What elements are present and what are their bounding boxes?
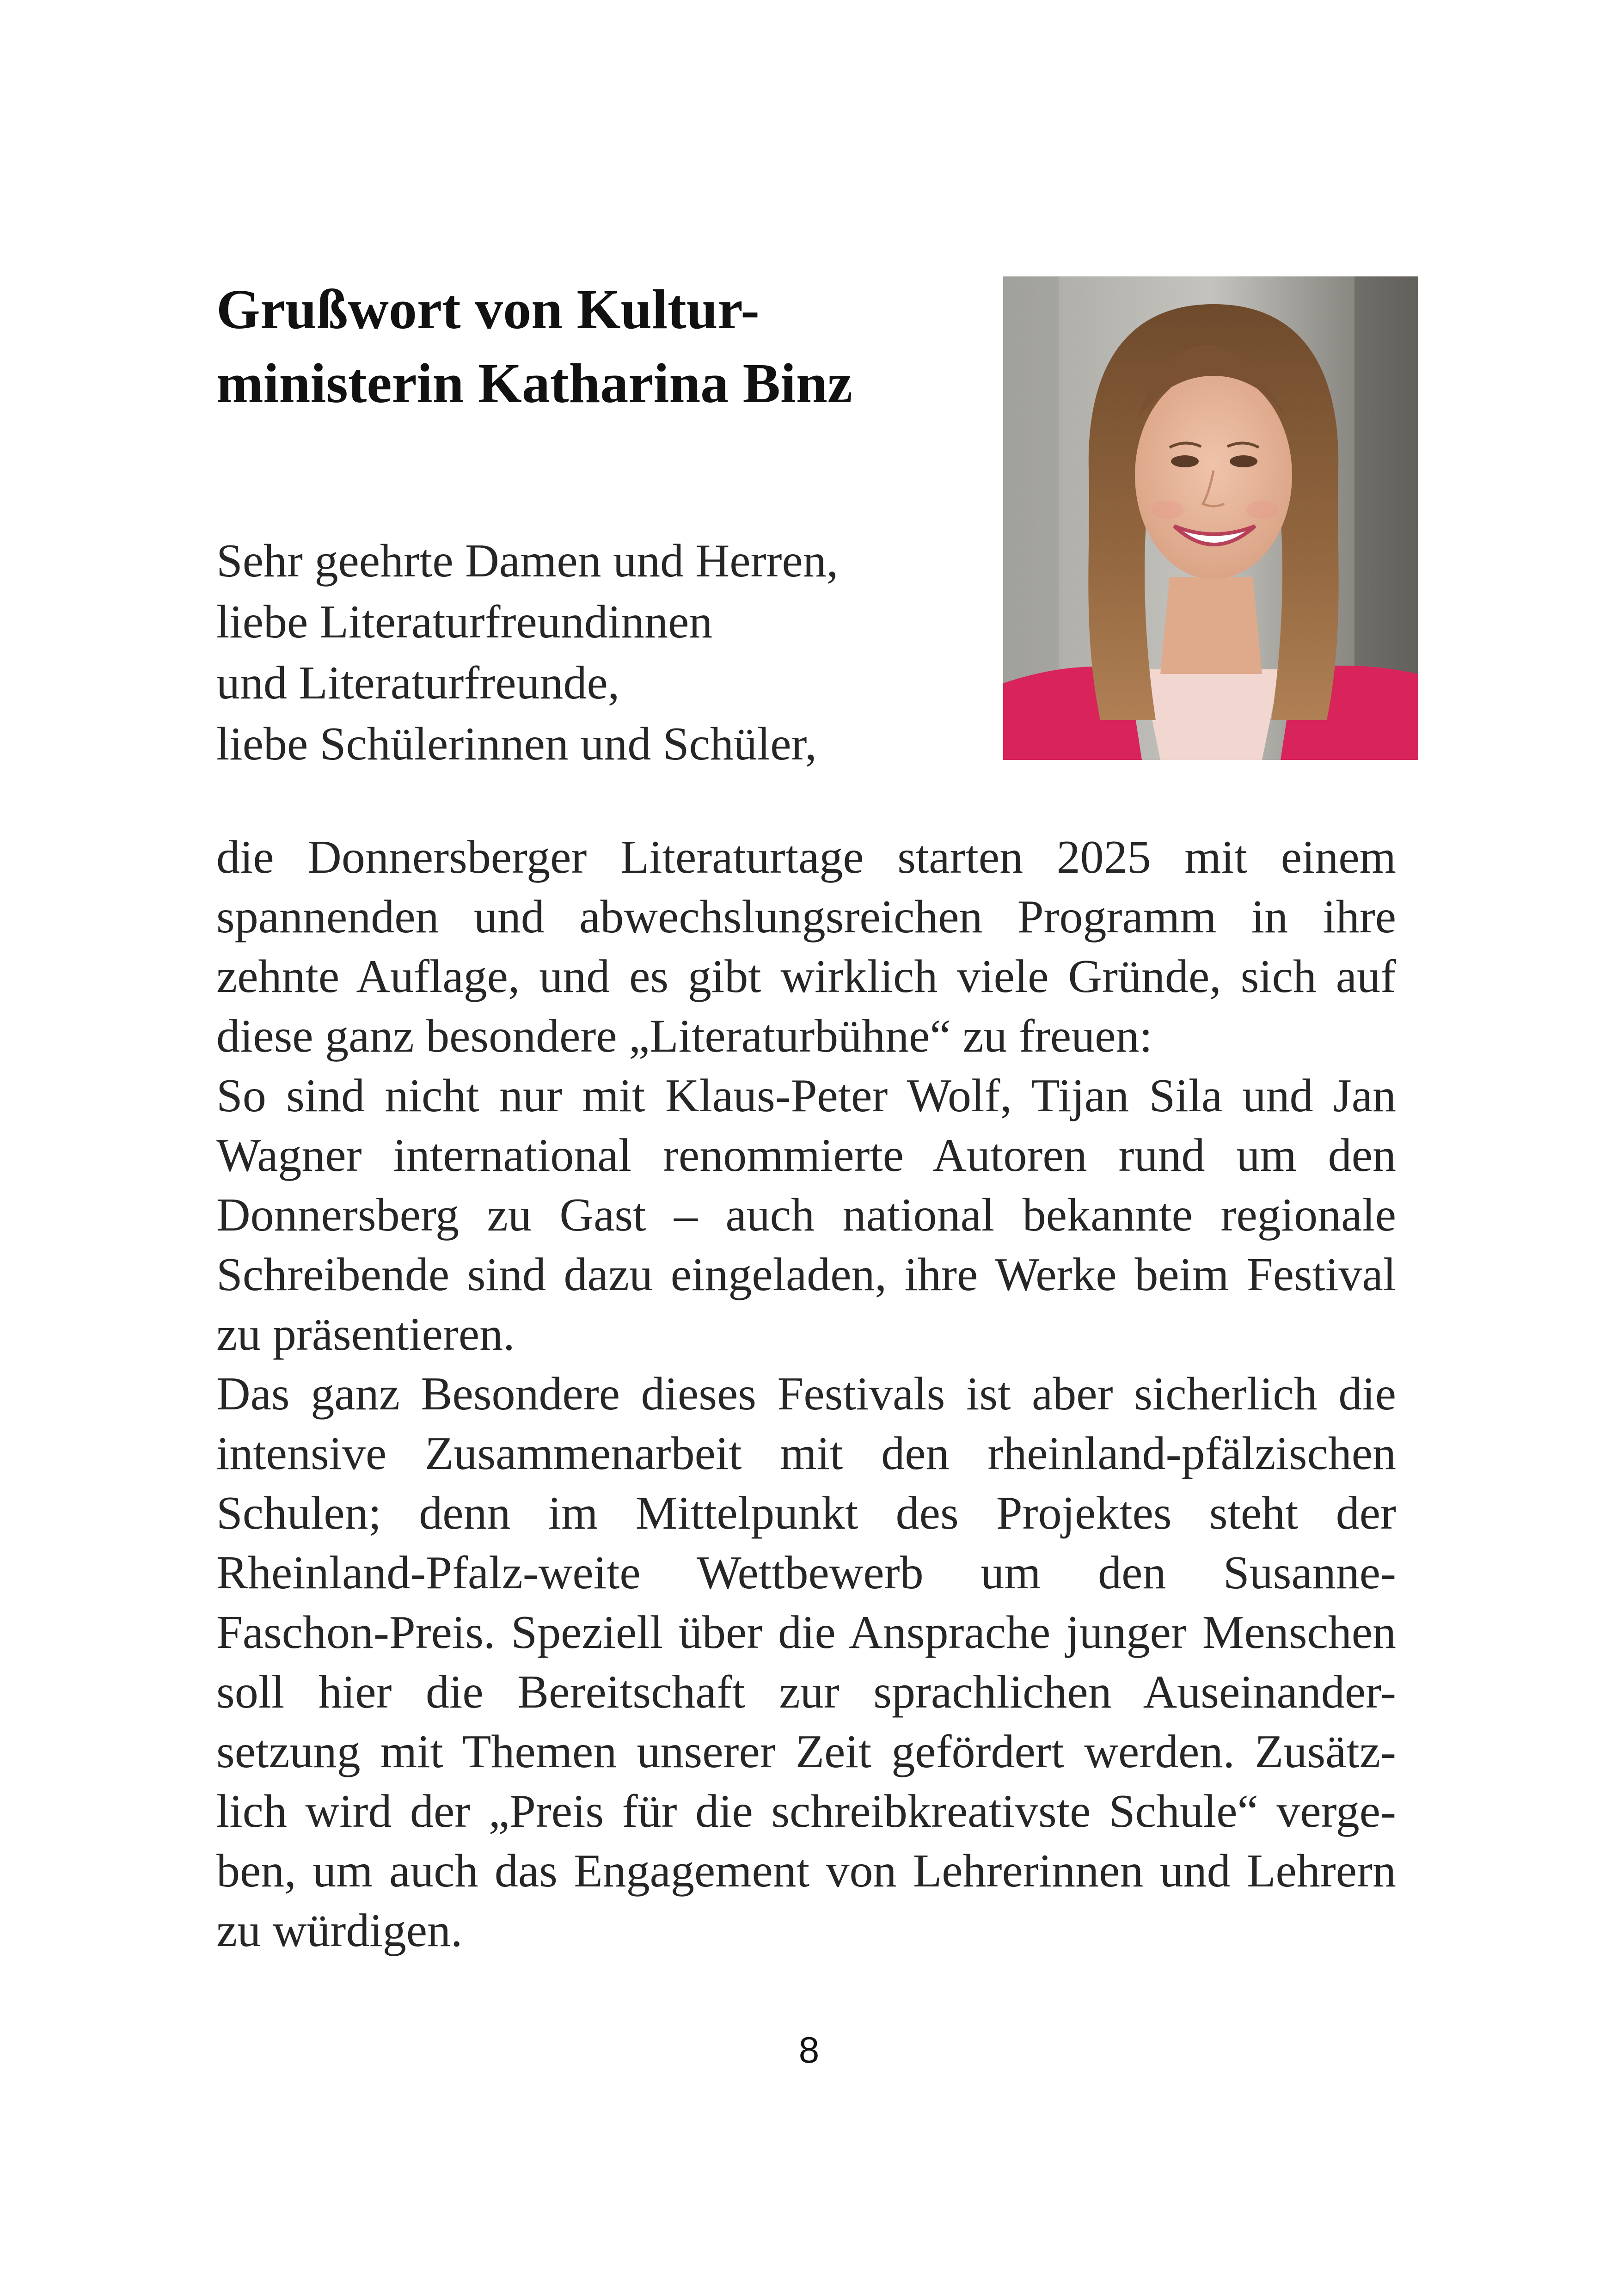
body-text-line: So sind nicht nur mit Klaus-Peter Wolf, Tijan Sila und Jan — [216, 1070, 1396, 1122]
salutation-line-4: liebe Schülerinnen und Schüler, — [216, 718, 817, 770]
right-eye — [1230, 455, 1257, 467]
body-text-line: intensive Zusammenarbeit mit den rheinland-pfälzischen — [216, 1427, 1396, 1480]
body-text-line: zu würdigen. — [216, 1904, 463, 1957]
salutation-line-1: Sehr geehrte Damen und Herren, — [216, 535, 839, 587]
body-text-line: Das ganz Besondere dieses Festivals ist aber sicherlich die — [216, 1368, 1396, 1420]
body-text-line: soll hier die Bereitschaft zur sprachlichen Auseinander- — [216, 1666, 1396, 1718]
salutation — [216, 531, 838, 775]
body-text-line: die Donnersberger Literaturtage starten 2025 mit einem — [216, 831, 1396, 883]
body-text-line: Schulen; denn im Mittelpunkt des Projektes steht der — [216, 1487, 1396, 1539]
page-number: 8 — [798, 2029, 820, 2070]
body-text-line: Rheinland-Pfalz-weite Wettbewerb um den Susanne- — [216, 1547, 1396, 1599]
body-text-line: spannenden und abwechslungsreichen Programm in ihre — [216, 891, 1396, 943]
body-text-line: Wagner international renommierte Autoren rund um den — [216, 1129, 1396, 1182]
body-text-line: ben, um auch das Engagement von Lehrerinnen und Lehrern — [216, 1845, 1396, 1897]
body-text-line: Faschon-Preis. Speziell über die Ansprache junger Menschen — [216, 1606, 1396, 1659]
body-text-line: Donnersberg zu Gast – auch national bekannte regionale — [216, 1189, 1396, 1241]
body-text — [216, 827, 1396, 1960]
left-cheek — [1151, 501, 1183, 519]
right-cheek — [1246, 501, 1278, 519]
body-text-line: setzung mit Themen unserer Zeit gefördert werden. Zusätz- — [216, 1726, 1396, 1778]
page-title-line-2: ministerin Katharina Binz — [216, 352, 852, 415]
body-text-line: zu präsentieren. — [216, 1308, 515, 1360]
body-text-line: lich wird der „Preis für die schreibkreativste Schule“ verge- — [216, 1785, 1396, 1837]
portrait-photo — [1003, 276, 1418, 760]
top-under-blazer — [1142, 669, 1281, 760]
body-text-line: Schreibende sind dazu eingeladen, ihre Werke beim Festival — [216, 1249, 1396, 1301]
page-title — [216, 273, 852, 421]
salutation-line-3: und Literaturfreunde, — [216, 657, 620, 709]
neck — [1160, 577, 1262, 674]
body-text-line: zehnte Auflage, und es gibt wirklich viele Gründe, sich auf — [216, 950, 1396, 1003]
page-title-line-1: Grußwort von Kultur- — [216, 278, 760, 341]
left-eye — [1171, 455, 1199, 467]
body-text-line: diese ganz besondere „Literaturbühne“ zu freuen: — [216, 1010, 1152, 1062]
salutation-line-2: liebe Literaturfreundinnen — [216, 596, 713, 648]
